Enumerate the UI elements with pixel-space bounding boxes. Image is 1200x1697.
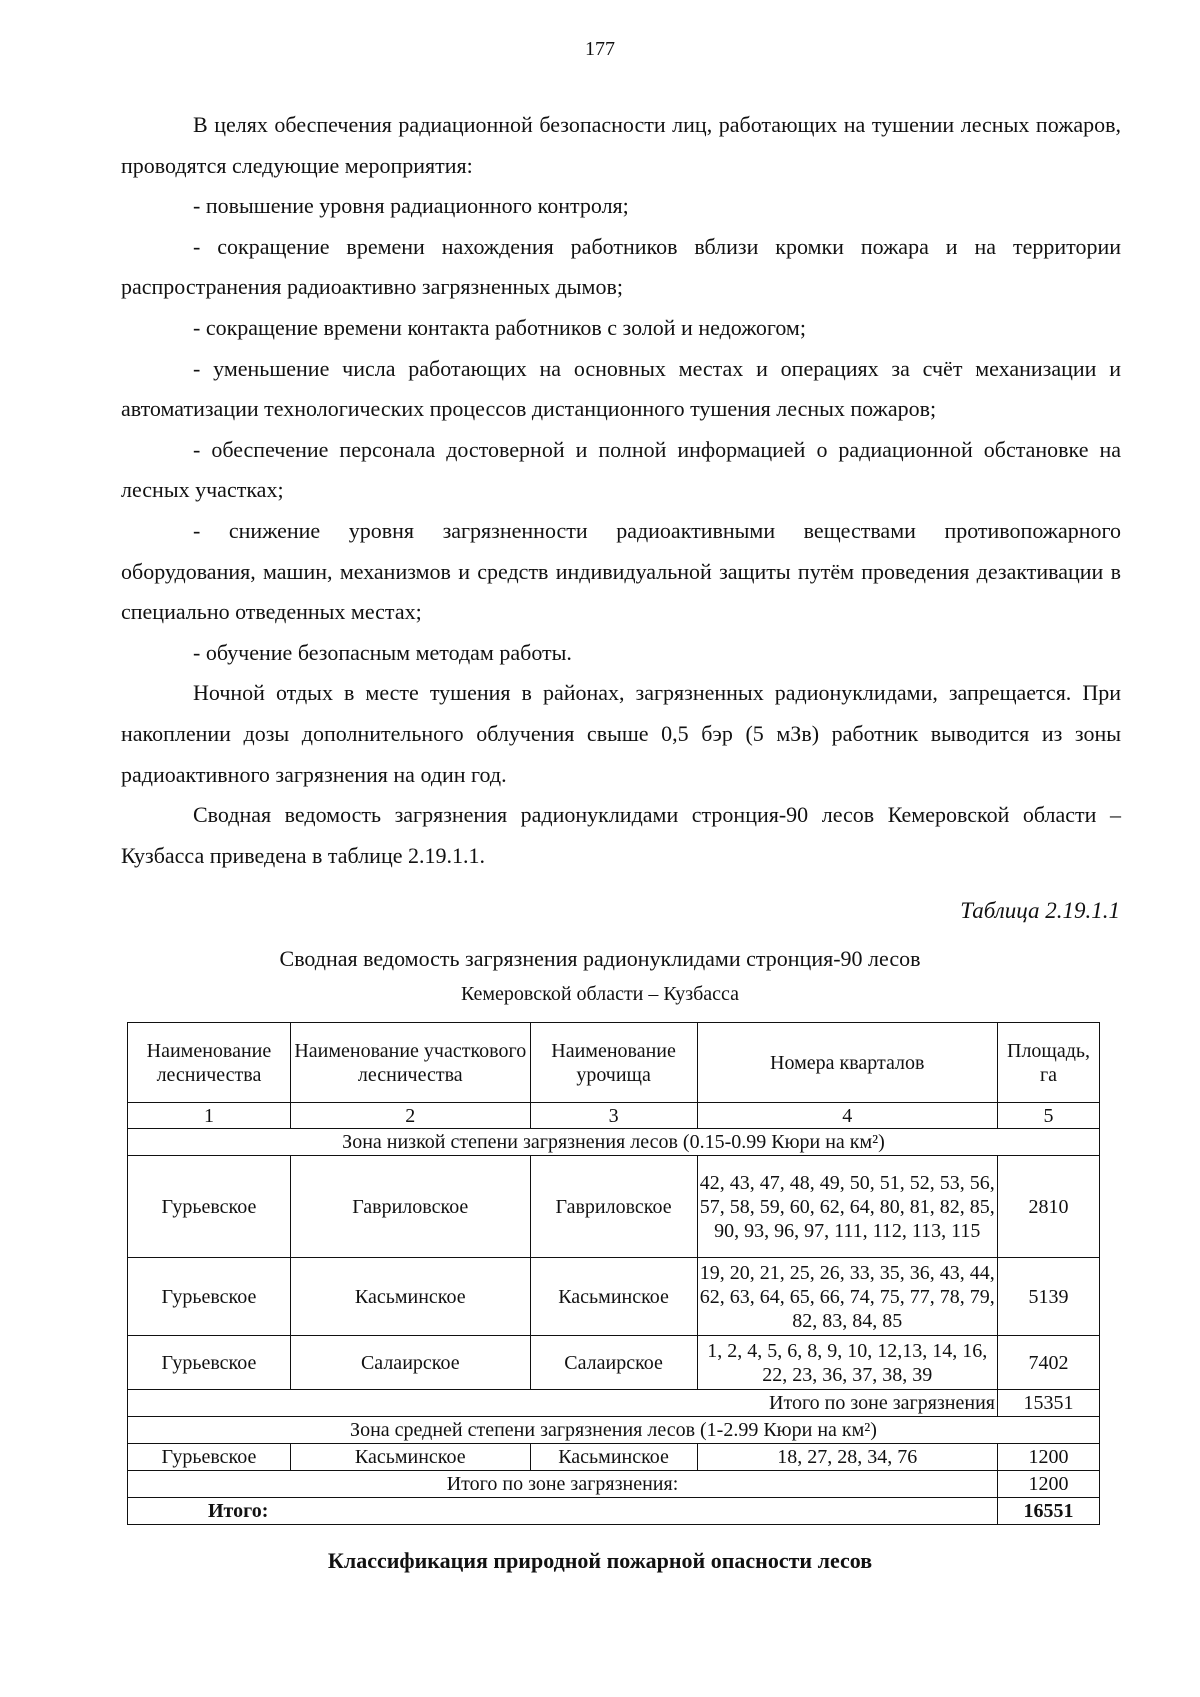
tract-cell: Касьминское [530,1258,697,1336]
paragraph: В целях обеспечения радиационной безопасности лиц, работающих на тушении лесных пожаров, проводятся следующие мероприятия: [121,112,1121,178]
area-cell: 5139 [998,1258,1100,1336]
column-number: 5 [998,1103,1100,1129]
table-row [128,1156,1100,1258]
tract-cell: Гавриловское [530,1156,697,1258]
forestry-cell: Гурьевское [128,1156,291,1258]
column-number: 3 [530,1103,697,1129]
zone-title-row [128,1417,1100,1444]
section-heading: Классификация природной пожарной опасности лесов [327,1548,873,1573]
area-cell: 7402 [998,1336,1100,1390]
list-item: - сокращение времени нахождения работников вблизи кромки пожара и на территории распространения радиоактивно загрязненных дымов; [121,233,1121,300]
table-header-row [128,1023,1100,1103]
district-forestry-cell: Касьминское [290,1444,530,1471]
district-forestry-cell: Касьминское [290,1258,530,1336]
list-item: - обучение безопасным методам работы. [193,639,572,665]
column-number: 2 [290,1103,530,1129]
zone-title: Зона средней степени загрязнения лесов (1-2.99 Кюри на км²) [128,1417,1100,1444]
grand-total-row [128,1498,1100,1525]
quarters-cell: 18, 27, 28, 34, 76 [697,1444,997,1471]
contamination-table [127,1022,1100,1525]
body-text [121,105,1121,876]
zone-title-row [128,1129,1100,1156]
list-item: - уменьшение числа работающих на основных местах и операциях за счёт механизации и автоматизации технологических процессов дистанционного тушения лесных пожаров; [121,355,1121,422]
area-cell: 2810 [998,1156,1100,1258]
paragraph: Ночной отдых в месте тушения в районах, загрязненных радионуклидами, запрещается. При накоплении дозы дополнительного облучения свыше 0,5 бэр (5 мЗв) работник выводится из зоны радиоактивного загрязнения на один год. [121,680,1121,787]
quarters-cell: 42, 43, 47, 48, 49, 50, 51, 52, 53, 56, 57, 58, 59, 60, 62, 64, 80, 81, 82, 85, 90, 93, 96, 97, 111, 112, 113, 115 [697,1156,997,1258]
zone-total-row [128,1471,1100,1498]
district-forestry-cell: Салаирское [290,1336,530,1390]
paragraph: Сводная ведомость загрязнения радионуклидами стронция-90 лесов Кемеровской области – Кузбасса приведена в таблице 2.19.1.1. [121,802,1121,868]
table-subtitle: Кемеровской области – Кузбасса [460,983,740,1005]
zone-total-label: Итого по зоне загрязнения: [128,1471,998,1498]
tract-cell: Касьминское [530,1444,697,1471]
district-forestry-cell: Гавриловское [290,1156,530,1258]
column-number-row [128,1103,1100,1129]
zone-total-value: 1200 [998,1471,1100,1498]
quarters-cell: 19, 20, 21, 25, 26, 33, 35, 36, 43, 44, 62, 63, 64, 65, 66, 74, 75, 77, 78, 79, 82, 83, 84, 85 [697,1258,997,1336]
list-item: - снижение уровня загрязненности радиоактивными веществами противопожарного оборудования, машин, механизмов и средств индивидуальной защиты путём проведения дезактивации в специально отведенных местах; [121,517,1121,625]
area-cell: 1200 [998,1444,1100,1471]
column-number: 4 [697,1103,997,1129]
table-number: Таблица 2.19.1.1 [960,898,1120,923]
header-cell: Наименование урочища [530,1023,697,1103]
forestry-cell: Гурьевское [128,1336,291,1390]
header-cell: Наименование участкового лесничества [290,1023,530,1103]
zone-title: Зона низкой степени загрязнения лесов (0.15-0.99 Кюри на км²) [128,1129,1100,1156]
tract-cell: Салаирское [530,1336,697,1390]
table-row [128,1444,1100,1471]
quarters-cell: 1, 2, 4, 5, 6, 8, 9, 10, 12,13, 14, 16, 22, 23, 36, 37, 38, 39 [697,1336,997,1390]
forestry-cell: Гурьевское [128,1258,291,1336]
table-title: Сводная ведомость загрязнения радионуклидами стронция-90 лесов [279,946,921,971]
header-cell: Наименование лесничества [128,1023,291,1103]
grand-total-label: Итого: [128,1498,998,1525]
page-number: 177 [585,38,615,60]
zone-total-value: 15351 [998,1390,1100,1417]
list-item: - обеспечение персонала достоверной и полной информацией о радиационной обстановке на лесных участках; [121,436,1121,503]
zone-total-row [128,1390,1100,1417]
header-cell: Площадь, га [998,1023,1100,1103]
forestry-cell: Гурьевское [128,1444,291,1471]
list-item: - повышение уровня радиационного контроля; [193,193,629,219]
zone-total-label: Итого по зоне загрязнения [128,1390,998,1417]
table-row [128,1336,1100,1390]
table-row [128,1258,1100,1336]
header-cell: Номера кварталов [697,1023,997,1103]
column-number: 1 [128,1103,291,1129]
grand-total-value: 16551 [998,1498,1100,1525]
list-item: - сокращение времени контакта работников с золой и недожогом; [193,314,806,340]
